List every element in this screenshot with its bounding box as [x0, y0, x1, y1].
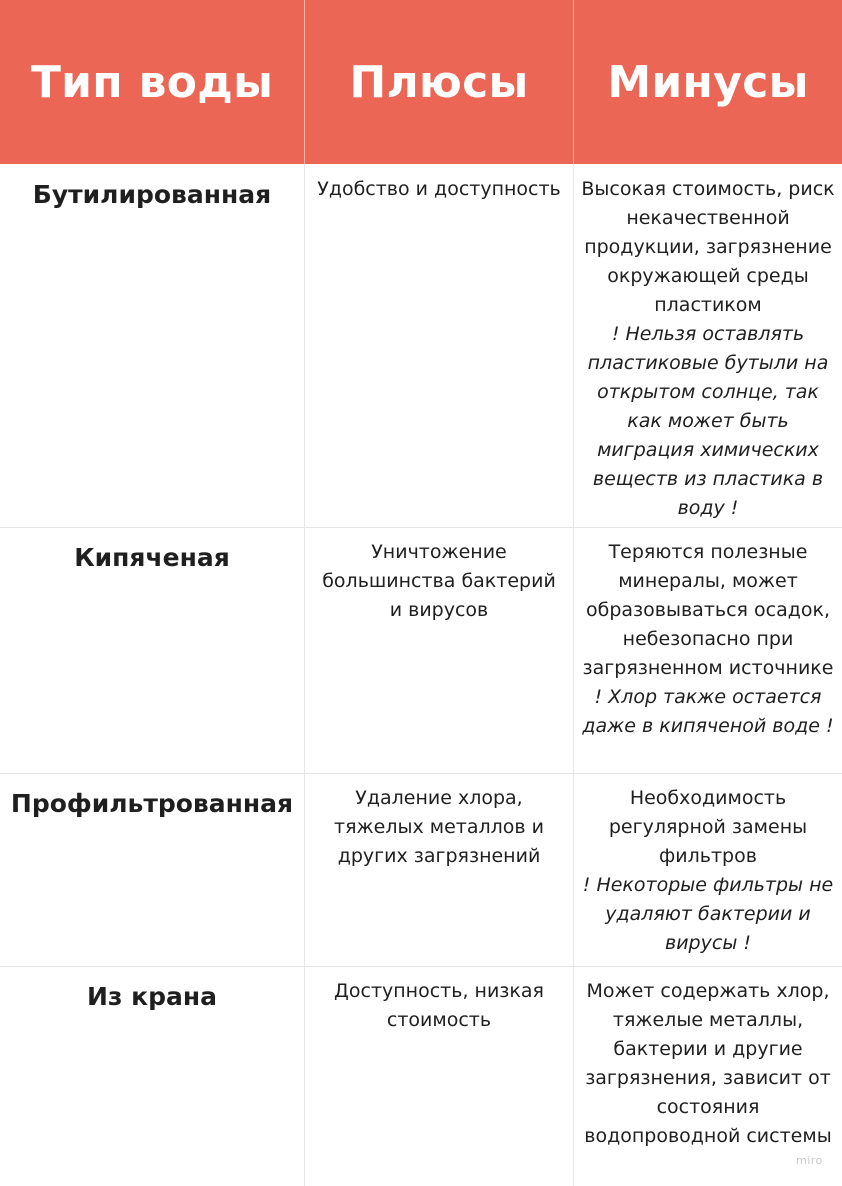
- pros-text: Удаление хлора, тяжелых металлов и других загрязнений: [334, 787, 544, 867]
- water-type-name: Профильтрованная: [10, 789, 294, 818]
- pros-text: Доступность, низкая стоимость: [334, 980, 544, 1031]
- cons-text: Высокая стоимость, риск некачественной продукции, загрязнение окружающей среды пластиком: [581, 178, 835, 316]
- table-row: [0, 528, 842, 773]
- water-type-name: Бутилированная: [32, 180, 272, 209]
- cons-cell: [574, 967, 842, 1151]
- water-type-name: Из крана: [86, 982, 218, 1011]
- warning-text: ! Нельзя оставлять пластиковые бутыли на открытом солнце, так как может быть миграция химических веществ из пластика в воду !: [587, 323, 829, 519]
- pros-text: Уничтожение большинства бактерий и вирусов: [322, 541, 556, 621]
- cons-text: Необходимость регулярной замены фильтров: [608, 787, 808, 867]
- cons-cell: [574, 774, 842, 958]
- cons-cell: [574, 528, 842, 741]
- pros-text: Удобство и доступность: [317, 178, 561, 200]
- header-plus: Плюсы: [349, 56, 529, 108]
- warning-text: ! Некоторые фильтры не удаляют бактерии и вирусы !: [582, 874, 834, 954]
- header-minus: Минусы: [607, 56, 809, 108]
- table-header: [0, 0, 842, 164]
- cons-text: Может содержать хлор, тяжелые металлы, бактерии и другие загрязнения, зависит от состояния водопроводной системы: [584, 980, 832, 1147]
- header-type: Тип воды: [30, 56, 274, 108]
- miro-watermark: miro: [796, 1154, 823, 1167]
- table-row: [0, 967, 842, 1186]
- cons-cell: [574, 165, 842, 523]
- warning-text: ! Хлор также остается даже в кипяченой воде !: [582, 686, 834, 737]
- water-type-name: Кипяченая: [74, 543, 230, 572]
- table-row: [0, 774, 842, 966]
- cons-text: Теряются полезные минералы, может образовываться осадок, небезопасно при загрязненном источнике: [582, 541, 834, 679]
- table-row: [0, 165, 842, 527]
